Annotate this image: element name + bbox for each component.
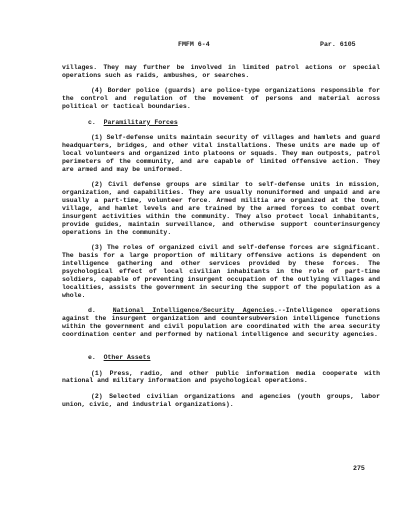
section-letter-e: e. <box>88 354 96 362</box>
paragraph-self-defense: (1) Self-defense units maintain security of villages and hamlets and guard headquarters, bridges, and other vital installations. These units are made up of local volunteers and organized into platoons or squads. They man outposts, patrol perimeters of the community, and are capable of limited offensive action. They are armed and may be uniformed. <box>62 134 380 173</box>
paragraph-villages: villages. They may further be involved in limited patrol actions or special operations such as raids, ambushes, or searches. <box>62 64 380 79</box>
paragraph-number: Par. 6105 <box>320 41 356 48</box>
document-body <box>62 64 380 416</box>
paragraph-civilian-orgs: (2) Selected civilian organizations and agencies (youth groups, labor union, civic, and industrial organizations). <box>62 392 380 408</box>
paragraph-civil-defense: (2) Civil defense groups are similar to self-defense units in mission, organization, and capabilities. They are usually nonuniformed and unpaid and are usually a part-time, volunteer force. Armed militia are organized at the town, village, and hamlet levels and are trained by the armed forces to combat overt insurgent activities within the community. They also protect local inhabitants, provide guides, maintain surveillance, and otherwise support counterinsurgency operations in the community. <box>62 181 380 236</box>
page-header <box>0 41 403 53</box>
section-d-body: .--Intelligence operations against the insurgent organization and countersubversion intelligence functions within the government and civil population are coordinated with the area security coordination center and performed by national intelligence and security agencies. <box>62 307 380 338</box>
section-heading-e <box>62 354 380 362</box>
section-d-paragraph <box>62 307 380 339</box>
section-letter-d: d. <box>88 307 96 315</box>
document-id: FMFM 6-4 <box>178 41 210 48</box>
paragraph-press-radio: (1) Press, radio, and other public information media cooperate with national and military information and psychological operations. <box>62 369 380 385</box>
page-number: 275 <box>353 465 365 472</box>
paragraph-border-police: (4) Border police (guards) are police-type organizations responsible for the control and regulation of the movement of persons and material across political or tactical boundaries. <box>62 87 380 111</box>
section-title-intelligence: National Intelligence/Security Agencies <box>112 307 275 315</box>
paragraph-roles: (3) The roles of organized civil and self-defense forces are significant. The basis for a large proportion of military offensive actions is dependent on intelligence gathering and other services provided by these forces. The psychological effect of local civilian inhabitants in the role of part-time soldiers, capable of preventing insurgent occupation of the outlying villages and localities, assists the government in securing the support of the population as a whole. <box>62 244 380 299</box>
section-heading-c <box>62 119 380 127</box>
section-title-other-assets: Other Assets <box>103 354 151 362</box>
section-title-paramilitary: Paramilitary Forces <box>103 118 178 126</box>
section-letter-c: c. <box>88 118 96 126</box>
